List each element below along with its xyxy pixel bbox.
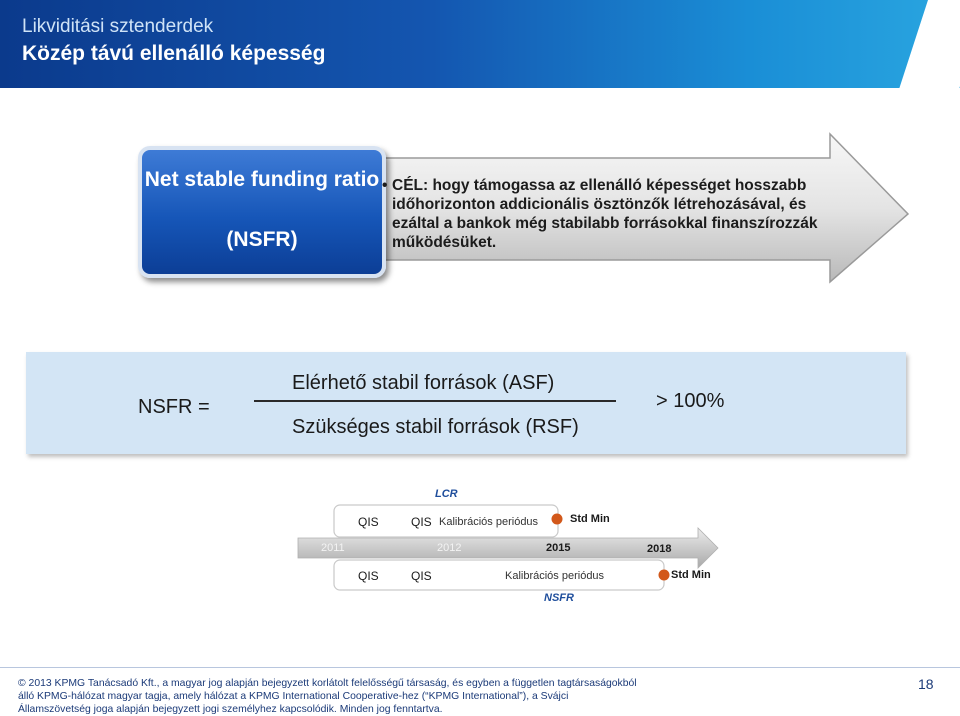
lcr-calibration-period: Kalibrációs periódus [439, 516, 539, 528]
footer-divider [0, 667, 960, 668]
slide-subtitle: Közép távú ellenálló képesség [22, 42, 326, 65]
formula-rhs: > 100% [656, 390, 725, 412]
footer-legal-text: © 2013 KPMG Tanácsadó Kft., a magyar jog alapján bejegyzett korlátolt felelősségű társaság, és egyben a független tagtársaságokból álló KPMG-hálózat magyar tagja, amely hálózat a KPMG International Cooperative-hez (“KPMG International”), a Svájci Államszövetség joga alapján bejegyzett jogi személyhez kapcsolódik. Minden jog fenntartva. [18, 678, 637, 715]
nsfr-std-min: Std Min [671, 569, 711, 581]
lcr-qis-2: QIS [411, 515, 432, 529]
formula-numerator: Elérhető stabil források (ASF) [292, 372, 555, 394]
lcr-qis-1: QIS [358, 515, 379, 529]
nsfr-bracket [334, 560, 664, 590]
year-2015: 2015 [546, 542, 571, 554]
lcr-std-min: Std Min [570, 513, 610, 525]
slide-title: Likviditási sztenderdek [22, 16, 214, 37]
goal-text: CÉL: hogy támogassa az ellenálló képességet hosszabb időhorizonton addicionális ösztönzők létrehozásával, és ezáltal a bankok még stabilabb forrásokkal finanszírozzák működésüket. [392, 177, 818, 251]
lcr-milestone-icon [552, 514, 563, 525]
nsfr-box-title: Net stable funding ratio [144, 168, 380, 191]
lcr-label: LCR [435, 488, 458, 500]
year-2018: 2018 [647, 543, 672, 555]
nsfr-box-abbr: (NSFR) [226, 228, 298, 251]
nsfr-label: NSFR [544, 592, 574, 604]
nsfr-qis-2: QIS [411, 569, 432, 583]
formula-lhs: NSFR = [138, 396, 210, 418]
nsfr-qis-1: QIS [358, 569, 379, 583]
page-number: 18 [918, 676, 934, 692]
nsfr-calibration-period: Kalibrációs periódus [505, 570, 605, 582]
formula-denominator: Szükséges stabil források (RSF) [292, 416, 579, 438]
bullet-icon: • [382, 177, 388, 194]
nsfr-milestone-icon [659, 570, 670, 581]
year-2011: 2011 [321, 542, 345, 554]
year-2012: 2012 [437, 542, 462, 554]
